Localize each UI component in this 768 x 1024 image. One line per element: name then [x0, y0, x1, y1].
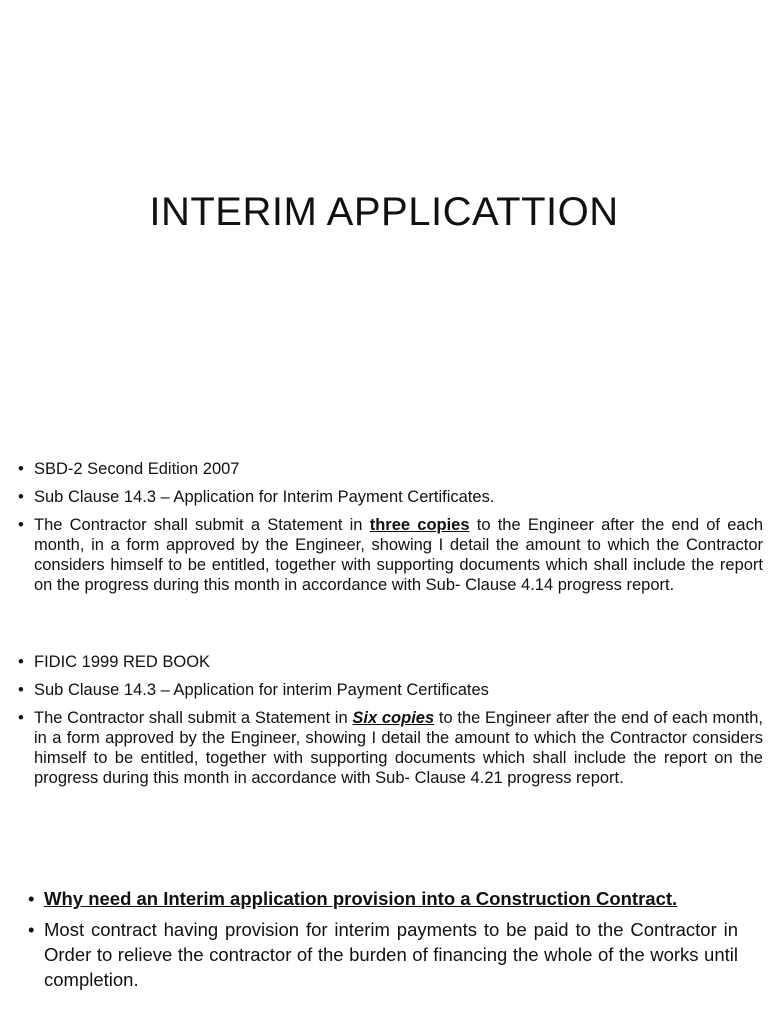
- list-item: [18, 680, 763, 700]
- emphasis-text: Six copies: [352, 709, 435, 727]
- sbd2-section: [18, 459, 763, 603]
- rationale-section: [28, 886, 738, 998]
- bullet-icon: •: [18, 709, 24, 727]
- list-item-text: The Contractor shall submit a Statement in: [34, 516, 370, 534]
- bullet-icon: •: [28, 919, 35, 940]
- bullet-icon: •: [18, 460, 24, 478]
- list-item-text: to the Engineer after the end of each month, in a form approved by the Engineer, showing I detail the amount to which the Contractor considers himself to be entitled, together with supporting documents which shall include the report on the progress during this month in accordance with Sub- Clause 4.14 progress report.: [34, 516, 763, 594]
- list-item-text: Sub Clause 14.3 – Application for interim Payment Certificates: [34, 681, 489, 699]
- list-item-text: SBD-2 Second Edition 2007: [34, 460, 240, 478]
- bullet-icon: •: [18, 516, 24, 534]
- fidic-section: [18, 652, 763, 796]
- bullet-icon: •: [28, 888, 35, 909]
- list-item-text: FIDIC 1999 RED BOOK: [34, 653, 211, 671]
- list-item-text: Sub Clause 14.3 – Application for Interim Payment Certificates.: [34, 488, 495, 506]
- bullet-icon: •: [18, 488, 24, 506]
- list-item-text: Most contract having provision for interim payments to be paid to the Contractor in Order to relieve the contractor of the burden of financing the whole of the works until completion.: [44, 919, 738, 990]
- list-item: [18, 708, 763, 788]
- list-item: [18, 459, 763, 479]
- list-item: [18, 652, 763, 672]
- list-item: [18, 515, 763, 595]
- list-item: [28, 917, 738, 992]
- list-item: [18, 487, 763, 507]
- section-heading: Why need an Interim application provision into a Construction Contract.: [44, 888, 678, 909]
- list-item: [28, 886, 738, 911]
- bullet-icon: •: [18, 653, 24, 671]
- page-title: INTERIM APPLICATTION: [149, 190, 619, 234]
- emphasis-text: three copies: [369, 516, 470, 534]
- list-item-text: to the Engineer after the end of each month, in a form approved by the Engineer, showing I detail the amount to which the Contractor considers himself to be entitled, together with supporting documents which shall include the report on the progress during this month in accordance with Sub- Clause 4.21 progress report.: [34, 709, 763, 787]
- list-item-text: The Contractor shall submit a Statement in: [34, 709, 353, 727]
- bullet-icon: •: [18, 681, 24, 699]
